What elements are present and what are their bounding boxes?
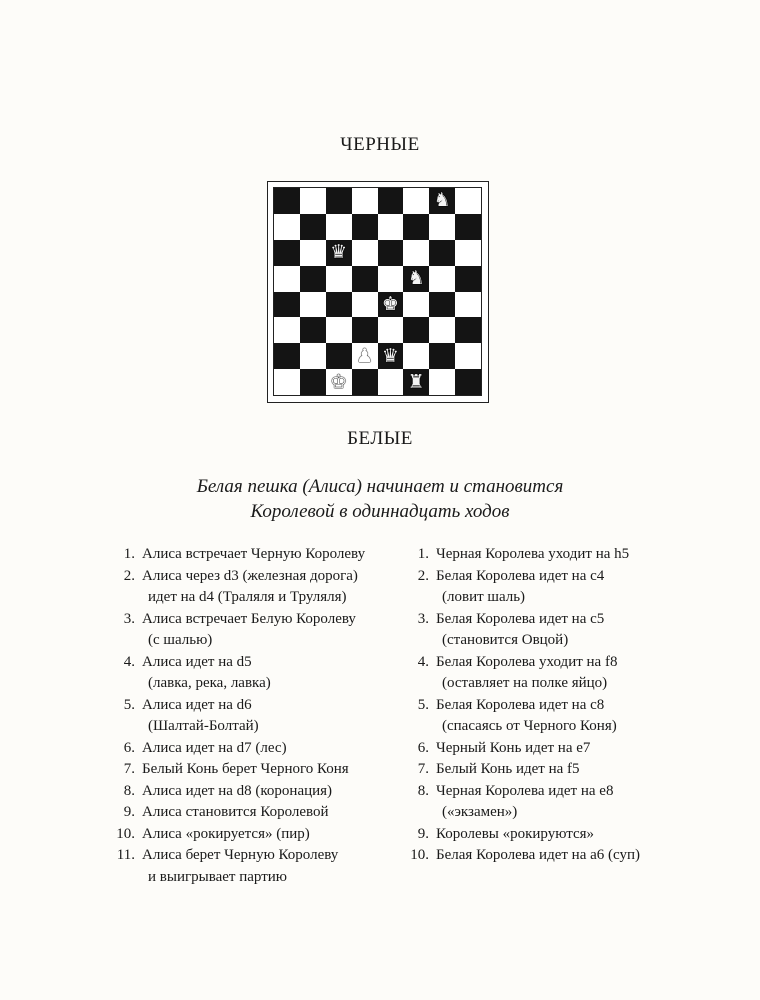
square-h4 [455, 292, 481, 318]
square-f1 [403, 369, 429, 395]
square-c7 [326, 214, 352, 240]
move-item [112, 738, 412, 760]
move-text-continuation: (Шалтай-Болтай) [148, 718, 259, 734]
square-g6 [429, 240, 455, 266]
queen-icon: ♛ [381, 344, 399, 367]
square-d7 [352, 214, 378, 240]
black-moves-list [406, 544, 726, 867]
move-text: Белая Королева идет на a6 (суп) [436, 847, 641, 863]
square-h7 [455, 214, 481, 240]
king-icon: ♚ [330, 370, 348, 393]
square-g7 [429, 214, 455, 240]
move-item [406, 544, 726, 566]
move-text-continuation: (ловит шаль) [442, 589, 526, 605]
caption-line-1: Белая пешка (Алиса) начинает и становится [196, 476, 564, 497]
square-d4 [352, 292, 378, 318]
square-a2 [274, 343, 300, 369]
square-c3 [326, 317, 352, 343]
square-d1 [352, 369, 378, 395]
square-d6 [352, 240, 378, 266]
problem-caption [0, 474, 760, 524]
square-g3 [429, 317, 455, 343]
move-item [112, 652, 412, 695]
move-number: 7. [417, 761, 429, 777]
chessboard [273, 187, 482, 396]
move-text: Королевы «рокируются» [436, 825, 595, 842]
square-d3 [352, 317, 378, 343]
move-number: 6. [417, 739, 429, 756]
move-text: Алиса встречает Белую Королеву [142, 610, 356, 627]
move-item [406, 845, 726, 867]
square-c5 [326, 266, 352, 292]
black-side-label: ЧЕРНЫЕ [340, 134, 420, 155]
square-a5 [274, 266, 300, 292]
move-text-continuation: идет на d4 (Траляля и Труляля) [148, 589, 347, 605]
square-c4 [326, 292, 352, 318]
square-a7 [274, 214, 300, 240]
move-number: 1. [123, 546, 135, 562]
square-f3 [403, 317, 429, 343]
move-number: 9. [123, 804, 135, 820]
square-h5 [455, 266, 481, 292]
queen-icon: ♛ [330, 241, 348, 264]
move-number: 8. [123, 782, 135, 799]
move-item [406, 652, 726, 695]
move-text: Белая Королева идет на c4 [436, 567, 605, 584]
pawn-icon: ♟ [356, 344, 374, 367]
move-item [112, 566, 412, 609]
move-text: Черная Королева уходит на h5 [436, 546, 630, 562]
move-text: Белый Конь идет на f5 [436, 761, 580, 777]
move-item [112, 802, 412, 824]
move-text: Алиса через d3 (железная дорога) [142, 567, 358, 584]
move-number: 2. [417, 567, 429, 584]
move-item [112, 759, 412, 781]
square-e7 [378, 214, 404, 240]
square-g5 [429, 266, 455, 292]
square-b2 [300, 343, 326, 369]
move-item [406, 824, 726, 846]
square-h2 [455, 343, 481, 369]
square-a8 [274, 188, 300, 214]
square-e3 [378, 317, 404, 343]
square-f2 [403, 343, 429, 369]
knight-icon: ♞ [407, 267, 425, 290]
move-text: Алиса встречает Черную Королеву [142, 546, 366, 562]
square-b4 [300, 292, 326, 318]
move-number: 2. [123, 567, 135, 584]
square-g1 [429, 369, 455, 395]
square-g8 [429, 188, 455, 214]
move-item [406, 759, 726, 781]
move-item [406, 781, 726, 824]
square-f8 [403, 188, 429, 214]
square-b6 [300, 240, 326, 266]
move-text-continuation: и выигрывает партию [148, 868, 287, 885]
move-text: Алиса становится Королевой [142, 804, 329, 820]
square-g4 [429, 292, 455, 318]
square-h3 [455, 317, 481, 343]
move-item [406, 695, 726, 738]
move-number: 1. [417, 546, 429, 562]
square-a6 [274, 240, 300, 266]
move-number: 10. [410, 847, 429, 863]
square-c6 [326, 240, 352, 266]
square-e5 [378, 266, 404, 292]
move-item [112, 695, 412, 738]
move-text-continuation: (спасаясь от Черного Коня) [442, 718, 617, 734]
square-b3 [300, 317, 326, 343]
move-text: Алиса идет на d5 [142, 653, 252, 670]
square-f4 [403, 292, 429, 318]
move-item [112, 781, 412, 803]
move-number: 11. [116, 847, 135, 863]
square-e8 [378, 188, 404, 214]
square-a4 [274, 292, 300, 318]
square-c2 [326, 343, 352, 369]
square-d5 [352, 266, 378, 292]
move-number: 5. [417, 696, 429, 713]
move-text: Белая Королева идет на c5 [436, 610, 605, 627]
square-a1 [274, 369, 300, 395]
move-item [406, 609, 726, 652]
move-text: Алиса идет на d8 (коронация) [142, 782, 333, 799]
move-number: 6. [123, 739, 135, 756]
square-a3 [274, 317, 300, 343]
rook-icon: ♜ [407, 370, 425, 393]
move-item [406, 738, 726, 760]
move-item [112, 824, 412, 846]
move-text: Белая Королева уходит на f8 [436, 653, 618, 670]
chessboard-frame [267, 181, 489, 403]
move-text-continuation: («экзамен») [442, 804, 518, 820]
move-number: 5. [123, 696, 135, 713]
move-number: 9. [417, 825, 429, 842]
move-number: 3. [123, 610, 135, 627]
move-text-continuation: (с шалью) [148, 632, 213, 648]
move-number: 3. [417, 610, 429, 627]
king-icon: ♚ [381, 292, 399, 315]
move-text: Белая Королева идет на c8 [436, 696, 605, 713]
move-item [112, 609, 412, 652]
move-number: 10. [116, 825, 135, 842]
square-f6 [403, 240, 429, 266]
square-h6 [455, 240, 481, 266]
move-number: 4. [123, 653, 135, 670]
square-f5 [403, 266, 429, 292]
move-text: Черный Конь идет на e7 [436, 739, 591, 756]
knight-icon: ♞ [433, 189, 451, 212]
white-side-label: БЕЛЫЕ [347, 428, 413, 449]
square-d8 [352, 188, 378, 214]
move-text: Алиса берет Черную Королеву [142, 847, 339, 863]
move-text-continuation: (оставляет на полке яйцо) [442, 675, 608, 691]
square-h8 [455, 188, 481, 214]
square-b8 [300, 188, 326, 214]
move-text: Черная Королева идет на e8 [436, 782, 614, 799]
move-item [406, 566, 726, 609]
square-h1 [455, 369, 481, 395]
move-item [112, 544, 412, 566]
move-item [112, 845, 412, 888]
square-c8 [326, 188, 352, 214]
square-b5 [300, 266, 326, 292]
move-text: Алиса «рокируется» (пир) [142, 825, 310, 842]
move-number: 8. [417, 782, 429, 799]
caption-line-2: Королевой в одиннадцать ходов [250, 501, 510, 522]
square-d2 [352, 343, 378, 369]
square-e4 [378, 292, 404, 318]
move-number: 4. [417, 653, 429, 670]
square-e6 [378, 240, 404, 266]
square-e2 [378, 343, 404, 369]
move-text-continuation: (лавка, река, лавка) [148, 675, 271, 691]
square-e1 [378, 369, 404, 395]
move-number: 7. [123, 761, 135, 777]
square-c1 [326, 369, 352, 395]
move-text: Белый Конь берет Черного Коня [142, 761, 349, 777]
move-text: Алиса идет на d6 [142, 696, 252, 713]
move-text-continuation: (становится Овцой) [442, 632, 569, 648]
square-b7 [300, 214, 326, 240]
square-f7 [403, 214, 429, 240]
move-text: Алиса идет на d7 (лес) [142, 739, 287, 756]
square-b1 [300, 369, 326, 395]
square-g2 [429, 343, 455, 369]
white-moves-list [112, 544, 412, 888]
